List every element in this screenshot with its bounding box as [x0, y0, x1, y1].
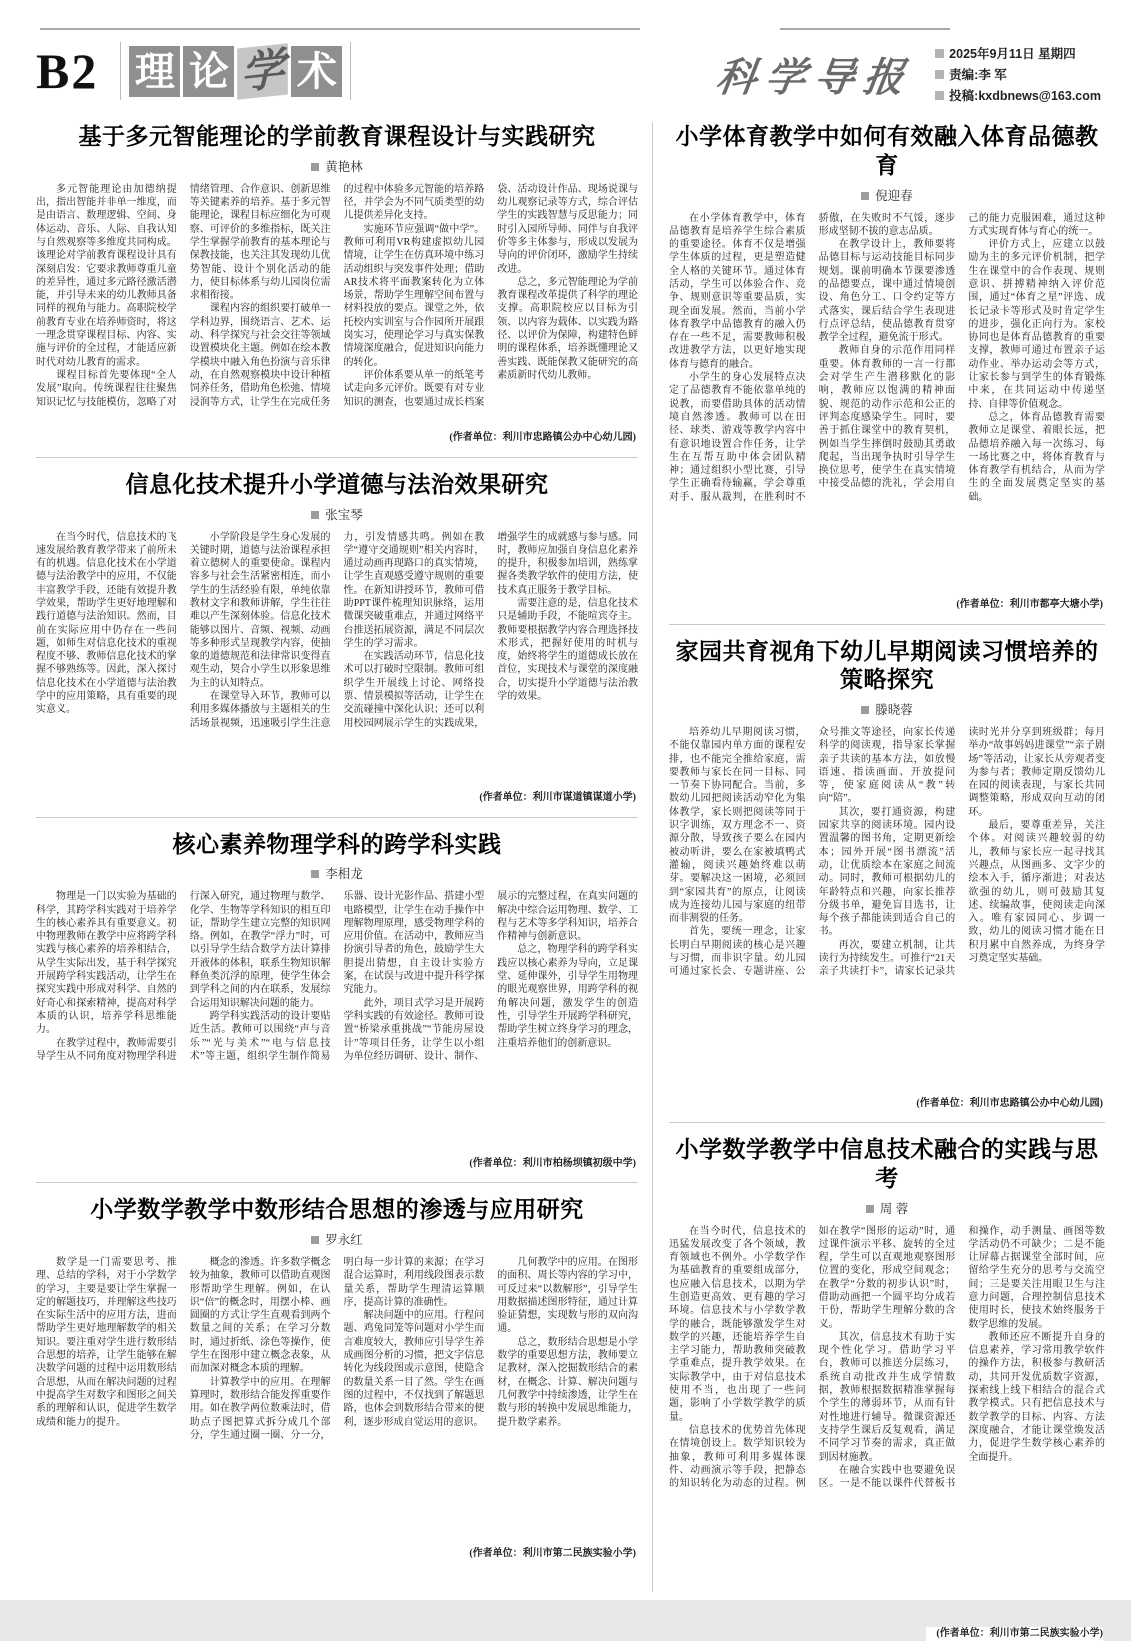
body-paragraph: 在教学过程中，教师需要引导学生从不同角度对物理学科进行深入研究，通过物理与数学、化学、生物等学科知识的相互印证，帮助学生建立完整的知识网络。例如，在教学“浮力”时，可以引导学生结合数学方法计算排开液体的体积，联系生物知识解释鱼类沉浮的原理，使学生体会到学科之间的内在联系，发展综合运用知识解决问题的能力。 [36, 891, 331, 1062]
body-paragraph: 课程内容的组织要打破单一学科边界，围绕语言、艺术、运动、科学探究与社会交往等领域设置模块化主题。例如在绘本教学模块中融入角色扮演与音乐律动，在自然观察模块中设计种植饲养任务，借助角色松弛、情境浸润等方式，让学生在完成任务的过程中体验多元智能的培养路径，并学会为不同气质类型的幼儿提供差异化支持。 [189, 183, 485, 408]
section-tile: 论 [183, 46, 234, 97]
byline-bullet-icon [861, 192, 869, 200]
article-title: 核心素养物理学科的跨学科实践 [172, 830, 502, 857]
body-paragraph: 几何教学中的应用。在图形的面积、周长等内容的学习中，可反过来“以数解形”，引导学生用数据描述图形特征，通过计算验证猜想，实现数与形的双向沟通。 [497, 1257, 638, 1335]
newspaper-masthead: 科学导报 [713, 53, 917, 101]
body-paragraph: 教师还应不断提升自身的信息素养，学习常用教学软件的操作方法，积极参与教研活动，共同开发优质数字资源，探索线上线下相结合的混合式教学模式。只有把信息技术与数学教学的目标、内容、方法深度融合，才能让课堂焕发活力，促进学生数学核心素养的全面提升。 [968, 1331, 1105, 1463]
article-byline: 李相龙 [36, 864, 638, 882]
bullet-square-icon [935, 91, 944, 100]
submit-email-line: 投稿:kxdbnews@163.com [935, 86, 1101, 104]
article-title: 家园共育视角下幼儿早期阅读习惯培养的策略探究 [675, 637, 1099, 693]
body-paragraph: 总之，多元智能理论为学前教育课程改革提供了科学的理论支撑。高职院校应以目标为引领、以内容为载体、以实践为路径、以评价为保障，构建特色鲜明的课程体系，培养既懂理论又善实践、既能保教又能研究的高素质新时代幼儿教师。 [497, 276, 638, 381]
body-paragraph: 在当今时代，信息技术的飞速发展给教育教学带来了前所未有的机遇。信息化技术在小学道德与法治教学中的应用，不仅能丰富教学手段，还能有效提升教学效果，帮助学生更好地理解和践行道德与法治知识。然而，目前在实际应用中仍存在一些问题，如师生对信息化技术的重视程度不够、教师信息化技术的掌握不够熟练等。因此，深入探讨信息化技术在小学道德与法治教学中的应用策略，具有重要的现实意义。 [36, 531, 177, 716]
banner-divider [350, 42, 351, 100]
body-paragraph: 实施环节应强调“做中学”。教师可利用VR构建虚拟幼儿园情境，让学生在仿真环境中练习活动组织与突发事件处理；借助AR技术将平面教案转化为立体场景，帮助学生理解空间布置与材料投放的要点。课堂之外，依托校内实训室与合作园所开展跟岗实习，使理论学习与真实保教情境深度融合，促进知识向能力的转化。 [343, 223, 485, 368]
byline-bullet-icon [311, 163, 319, 171]
article-byline: 黄艳林 [36, 157, 638, 175]
byline-bullet-icon [311, 1236, 319, 1244]
bullet-square-icon [935, 70, 944, 79]
article-number-shape-combination [36, 1182, 638, 1560]
body-paragraph: 小学生的身心发展特点决定了品德教育不能依靠单纯的说教，而要借助具体的活动情境自然渗透。教师可以在田径、球类、游戏等教学内容中有意识地设置合作任务，让学生在互帮互助中体会团队精神；通过组织小型比赛，引导学生正确看待输赢，学会尊重对手、服从裁判，在胜利时不骄傲，在失败时不气馁，逐步形成坚韧不拔的意志品质。 [669, 212, 956, 503]
body-paragraph: 评价方式上，应建立以鼓励为主的多元评价机制，把学生在课堂中的合作表现、规则意识、拼搏精神纳入评价范围，通过“体育之星”评选、成长记录卡等形式及时肯定学生的进步，强化正向行为。家校协同也是体育品德教育的重要支撑，教师可通过布置亲子运动作业、举办运动会等方式，让家长参与到学生的体育锻炼中来，在共同运动中传递坚持、自律等价值观念。 [968, 239, 1105, 410]
article-physics-interdisciplinary [36, 817, 638, 1171]
body-paragraph: 数学是一门需要思考、推理、总结的学科，对于小学数学的学习，主要是要让学生掌握一定的解题技巧，并理解这些技巧在实际生活中的应用方法，进而帮助学生更好地理解数学的相关知识。要注重对学生进行数形结合思想的培养，让学生能够在解决数学问题的过程中运用数形结合思想，从而在解决问题的过程中提高学生对数字和图形之间关系的理解和认识，促进学生数学成绩和能力的提升。 [36, 1257, 177, 1428]
body-paragraph: 在实践活动环节，信息化技术可以打破时空限制。教师可组织学生开展线上讨论、网络投票、情景模拟等活动，让学生在交流碰撞中深化认识；还可以利用校园网展示学生的实践成果，增强学生的成就感与参与感。同时，教师应加强自身信息化素养的提升，积极参加培训，熟练掌握各类教学软件的使用方法，使技术真正服务于教学目标。 [343, 531, 638, 729]
masthead-block [713, 44, 1101, 104]
author-unit: (作者单位：利川市第二民族实验小学) [459, 1547, 636, 1560]
article-title: 信息化技术提升小学道德与法治效果研究 [125, 470, 549, 497]
article-preschool-curriculum [36, 122, 638, 445]
date-line: 2025年9月11日 星期四 [935, 44, 1101, 62]
article-body [36, 531, 638, 805]
byline-bullet-icon [311, 511, 319, 519]
page-header [36, 26, 1101, 118]
body-paragraph: 其次，信息技术有助于实现个性化学习。借助学习平台，教师可以推送分层练习，系统自动批改并生成学情数据，教师根据数据精准掌握每个学生的薄弱环节，从而有针对性地进行辅导。微课资源还支持学生课后反复观看，满足不同学习节奏的需求，真正做到因材施教。 [818, 1331, 956, 1463]
article-body [669, 212, 1105, 612]
byline-bullet-icon [866, 1205, 874, 1213]
body-paragraph: 首先，要统一理念，让家长明白早期阅读的核心是兴趣与习惯，而非识字量。幼儿园可通过家长会、专题讲座、公众号推文等途径，向家长传递科学的阅读观，指导家长掌握亲子共读的基本方法，如放慢语速、指读画面、开放提问等，使家庭阅读从“教”转向“陪”。 [669, 727, 956, 978]
article-byline: 罗永红 [36, 1230, 638, 1248]
article-title: 小学数学教学中数形结合思想的渗透与应用研究 [90, 1196, 584, 1223]
body-paragraph: 多元智能理论由加德纳提出，指出智能并非单一维度，而是由语言、数理逻辑、空间、身体运动、音乐、人际、自我认知与自然观察等多维度共同构成。该理论对学前教育课程设计具有深刻启发：它要求教师尊重儿童的差异性，通过多元路径激活潜能，并引导未来的幼儿教师具备同样的视角与能力。高职院校学前教育专业在培养师资时，将这一理念贯穿课程目标、内容、实施与评价的全过程，才能适应新时代对幼儿教育的需求。 [36, 183, 177, 368]
body-paragraph: 总之，数形结合思想是小学数学的重要思想方法，教师要立足教材，深入挖掘数形结合的素材，在概念、计算、解决问题与几何教学中持续渗透，让学生在数与形的转换中发展思维能力，提升数学素养。 [497, 1336, 638, 1428]
page-number: B2 [36, 43, 99, 99]
body-paragraph: 解决问题中的应用。行程问题、鸡兔同笼等问题对小学生而言难度较大，教师应引导学生养成画图分析的习惯，把文字信息转化为线段图或示意图，使隐含的数量关系一目了然。学生在画图的过程中，不仅找到了解题思路，也体会到数形结合带来的便利，逐步形成自觉运用的意识。 [343, 1310, 485, 1428]
issue-info [935, 44, 1101, 104]
author-unit: (作者单位：利川市忠路镇公办中心幼儿园) [906, 1097, 1103, 1110]
body-paragraph: 在小学体育教学中，体育品德教育是培养学生综合素质的重要途径。体育不仅是增强学生体质的过程，更是塑造健全人格的关键环节。通过体育活动，学生可以体验合作、竞争、规则意识等重要品质，实现全面发展。然而，当前小学体育教学中品德教育的融入仍存在一些不足，需要教师积极改进教学方法，以更好地实现体育与德育的融合。 [669, 212, 806, 370]
author-unit: (作者单位：利川市谋道镇谋道小学) [469, 791, 636, 804]
body-paragraph: 再次，要建立机制，让共读行为持续发生。可推行“21天亲子共读打卡”，请家长记录共读时光并分享到班级群；每月举办“故事妈妈进课堂”“亲子剧场”等活动，让家长从旁观者变为参与者；教师定期反馈幼儿在园的阅读表现，与家长共同调整策略，形成双向互动的闭环。 [818, 727, 1105, 978]
body-paragraph: 总之，体育品德教育需要教师立足课堂、着眼长远，把品德培养融入每一次练习、每一场比赛之中，将体育教育与体育教学有机结合，从而为学生的全面发展奠定坚实的基础。 [968, 411, 1105, 503]
article-title: 小学体育教学中如何有效融入体育品德教育 [675, 123, 1099, 178]
body-paragraph: 在融合实践中也要避免误区。一是不能以课件代替板书和操作，动手测量、画图等数学活动仍不可缺少；二是不能让屏幕占据课堂全部时间，应留给学生充分的思考与交流空间；三是要关注用眼卫生与注意力问题，合理控制信息技术使用时长，使技术始终服务于数学思维的发展。 [818, 1225, 1105, 1490]
body-paragraph: 概念的渗透。许多数学概念较为抽象，教师可以借助直观图形帮助学生理解。例如，在认识“倍”的概念时，用摆小棒、画圆圈的方式让学生直观看到两个数量之间的关系；在学习分数时，通过折纸、涂色等操作，使学生在图形中建立概念表象，从而加深对概念本质的理解。 [189, 1257, 331, 1375]
article-body [669, 726, 1105, 1110]
body-paragraph: 在当今时代，信息技术的迅猛发展改变了各个领域，教育领域也不例外。小学数学作为基础教育的重要组成部分，也应融入信息技术，以期为学生创造更高效、更有趣的学习环境。信息技术与小学数学教学的融合，既能够激发学生对数学的兴趣，还能培养学生自主学习能力，帮助教师突破教学重难点，提升教学效果。在实际教学中，由于对信息技术使用不当，也出现了一些问题，影响了小学数学教学的质量。 [669, 1225, 806, 1423]
article-body [669, 1225, 1105, 1641]
body-paragraph: 课程目标首先要体现“全人发展”取向。传统课程往往聚焦知识记忆与技能模仿，忽略了对情绪管理、合作意识、创新思维等关键素养的培养。基于多元智能理论，课程目标应细化为可观察、可评价的多维指标，既关注学生掌握学前教育的基本理论与保教技能，也关注其发现幼儿优势智能、设计个别化活动的能力，使目标体系与幼儿园岗位需求相衔接。 [36, 183, 331, 408]
article-it-morality-law [36, 457, 638, 805]
article-body [36, 1256, 638, 1560]
body-paragraph: 教师自身的示范作用同样重要。体育教师的一言一行都会对学生产生潜移默化的影响，教师应以饱满的精神面貌、规范的动作示范和公正的评判态度感染学生。同时，要善于抓住课堂中的教育契机，例如当学生摔倒时鼓励其勇敢爬起，当出现争执时引导学生换位思考，使学生在真实情境中接受品德的洗礼，学会用自己的能力克服困难，通过这种方式实现育体与育心的统一。 [818, 212, 1105, 490]
body-paragraph: 需要注意的是，信息化技术只是辅助手段，不能喧宾夺主。教师要根据教学内容合理选择技术形式，把握好使用的时机与度，始终将学生的道德成长放在首位，实现技术与课堂的深度融合，切实提升小学道德与法治教学的效果。 [497, 597, 638, 703]
body-paragraph: 跨学科实践活动的设计要贴近生活。教师可以围绕“声与音乐”“光与美术”“电与信息技术”等主题，组织学生制作简易乐器、设计光影作品、搭建小型电路模型，让学生在动手操作中理解物理原理，感受物理学科的应用价值。在活动中，教师应当扮演引导者的角色，鼓励学生大胆提出猜想，自主设计实验方案，在试误与改进中提升科学探究能力。 [189, 891, 485, 1062]
body-paragraph: 其次，要打通资源，构建园家共享的阅读环境。园内设置温馨的图书角，定期更新绘本；园外开展“图书漂流”活动，让优质绘本在家庭之间流动。同时，教师可根据幼儿的年龄特点和兴趣，向家长推荐分级书单，避免盲目选书，让每个孩子都能读到适合自己的书。 [818, 806, 956, 938]
body-paragraph: 在课堂导入环节，教师可以利用多媒体播放与主题相关的生活场景视频，迅速吸引学生注意力，引发情感共鸣。例如在教学“遵守交通规则”相关内容时，通过动画再现路口的真实情境，让学生直观感受遵守规则的重要性。在新知讲授环节，教师可借助PPT课件梳理知识脉络，运用微课突破重难点，并通过网络平台推送拓展资源，满足不同层次学生的学习需求。 [189, 531, 485, 729]
article-home-kindergarten-reading [669, 624, 1105, 1111]
section-title-tiles [129, 46, 342, 97]
section-tile: 理 [129, 46, 180, 97]
body-paragraph: 物理是一门以实验为基础的科学，其跨学科实践对于培养学生的核心素养具有重要意义。初中物理教师在教学中应将跨学科实践与核心素养的培养相结合，从学生实际出发，基于科学探究开展跨学科实践活动，让学生在探究实践中形成对科学、自然的好奇心和探索精神，提高对科学本质的认识，培养学科思维能力。 [36, 891, 177, 1036]
article-math-it-integration [669, 1122, 1105, 1641]
byline-bullet-icon [311, 870, 319, 878]
section-banner [36, 42, 359, 100]
banner-divider [120, 42, 121, 100]
editor-line: 责编:李 军 [935, 65, 1101, 83]
article-byline: 周 蓉 [669, 1199, 1105, 1217]
article-pe-moral-education [669, 122, 1105, 612]
article-body [36, 183, 638, 445]
header-rule-left [40, 28, 640, 30]
byline-bullet-icon [861, 706, 869, 714]
section-tile: 术 [291, 46, 342, 97]
article-byline: 张宝琴 [36, 505, 638, 523]
body-paragraph: 培养幼儿早期阅读习惯，不能仅靠园内单方面的课程安排，也不能完全推给家庭，需要教师与家长在同一目标、同一节奏下协同配合。当前，多数幼儿园把阅读活动窄化为集体教学，家长则把阅读等同于识字训练，双方理念不一、资源分散，导致孩子要么在园内被动听讲，要么在家被填鸭式灌输，阅读兴趣始终难以萌芽。要解决这一困境，必须回到“家园共育”的原点，让阅读成为连接幼儿园与家庭的纽带而非割裂的任务。 [669, 727, 806, 925]
section-tile-calligraphy: 学 [237, 43, 288, 100]
right-column [652, 122, 1105, 1640]
body-paragraph: 信息技术的优势首先体现在情境创设上。数学知识较为抽象，教师可利用多媒体课件、动画演示等手段，把静态的知识转化为动态的过程。例如在教学“图形的运动”时，通过课件演示平移、旋转的全过程，学生可以直观地观察图形位置的变化，形成空间观念；在教学“分数的初步认识”时，借助动画把一个圆平均分成若干份，帮助学生理解分数的含义。 [669, 1225, 956, 1490]
article-title: 小学数学教学中信息技术融合的实践与思考 [675, 1136, 1099, 1191]
page-body [36, 122, 1105, 1640]
header-rule-right [780, 28, 950, 30]
body-paragraph: 总之，物理学科的跨学科实践应以核心素养为导向，立足课堂、延伸课外，引导学生用物理的眼光观察世界，用跨学科的视角解决问题，激发学生的创造性，引导学生开展跨学科研究，帮助学生树立终身学习的理念，注重培养他们的创新意识。 [497, 944, 638, 1049]
body-paragraph: 小学阶段是学生身心发展的关键时期，道德与法治课程承担着立德树人的重要使命。课程内容多与社会生活紧密相连，而小学生的生活经验有限，单纯依靠教材文字和教师讲解，学生往往难以产生深刻体验。信息化技术能够以图片、音频、视频、动画等多种形式呈现教学内容，使抽象的道德规范和法律常识变得直观生动，契合小学生以形象思维为主的认知特点。 [189, 531, 331, 689]
author-unit: (作者单位：利川市第二民族实验小学) [926, 1627, 1103, 1640]
body-paragraph: 最后，要尊重差异，关注个体。对阅读兴趣较弱的幼儿，教师与家长应一起寻找其兴趣点，从图画多、文字少的绘本入手，循序渐进；对表达欲强的幼儿，则可鼓励其复述、续编故事，使阅读走向深入。唯有家园同心、步调一致，幼儿的阅读习惯才能在日积月累中自然养成，为终身学习奠定坚实基础。 [968, 820, 1105, 965]
body-paragraph: 计算教学中的应用。在理解算理时，数形结合能发挥重要作用。如在教学两位数乘法时，借助点子图把算式拆分成几个部分，学生通过圈一圈、分一分，明白每一步计算的来源；在学习混合运算时，利用线段图表示数量关系，帮助学生理清运算顺序，提高计算的准确性。 [189, 1257, 485, 1441]
author-unit: (作者单位：利川市忠路镇公办中心幼儿园) [439, 431, 636, 444]
author-unit: (作者单位：利川市柏杨坝镇初级中学) [459, 1157, 636, 1170]
body-paragraph: 此外，项目式学习是开展跨学科实践的有效途径。教师可设置“桥梁承重挑战”“节能房屋设计”等项目任务，让学生以小组为单位经历调研、设计、制作、展示的完整过程，在真实问题的解决中综合运用物理、数学、工程与艺术等多学科知识，培养合作精神与创新意识。 [343, 891, 638, 1062]
article-body [36, 890, 638, 1170]
article-title: 基于多元智能理论的学前教育课程设计与实践研究 [78, 123, 596, 149]
bullet-square-icon [935, 49, 944, 58]
body-paragraph: 在教学设计上，教师要将品德目标与运动技能目标同步规划。课前明确本节课要渗透的品德要点，课中通过情境创设、角色分工、口令约定等方式落实，课后结合学生表现进行点评总结，使品德教育贯穿教学全过程，避免流于形式。 [818, 239, 956, 344]
article-byline: 倪迎春 [669, 186, 1105, 204]
left-column [36, 122, 652, 1592]
body-paragraph: 评价体系要从单一的纸笔考试走向多元评价。既要有对专业知识的测查，也要通过成长档案袋、活动设计作品、现场说课与幼儿观察记录等方式，综合评估学生的实践智慧与反思能力；同时引入园所导师、同伴与自我评价等多主体参与，形成以发展为导向的评价闭环，激励学生持续改进。 [343, 183, 638, 408]
author-unit: (作者单位：利川市都亭大塘小学) [946, 598, 1103, 611]
article-byline: 滕晓蓉 [669, 700, 1105, 718]
